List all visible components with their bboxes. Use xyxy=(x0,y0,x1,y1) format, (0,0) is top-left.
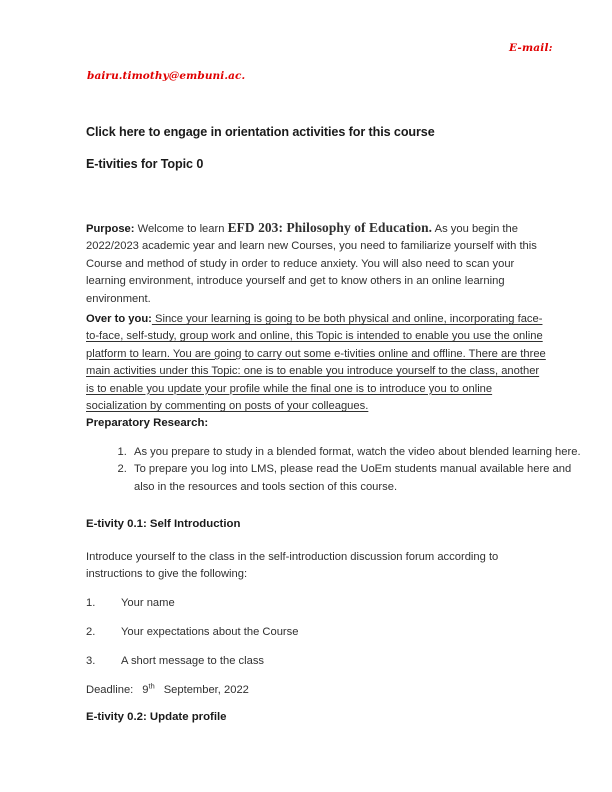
list-item-number: 1. xyxy=(86,597,96,609)
preparatory-research-list xyxy=(86,444,592,496)
purpose-label: Purpose: xyxy=(86,223,135,235)
preparatory-research-label: Preparatory Research: xyxy=(86,417,209,429)
purpose-lead-in: Welcome to learn xyxy=(134,223,228,235)
list-item-label: A short message to the class xyxy=(121,655,265,667)
email-label: E-mail: xyxy=(509,42,553,54)
deadline-month-year: September, 2022 xyxy=(163,684,249,696)
over-to-you-label: Over to you: xyxy=(86,313,152,325)
purpose-paragraph xyxy=(86,219,548,308)
list-item-label: Your expectations about the Course xyxy=(121,626,299,638)
over-to-you-body: Since your learning is going to be both physical and online, incorporating face-to-face, self-study, group work and online, this Topic is intended to enable you use the online platform to learn. You are going to carry out some e-tivities online and offline. There are three main activities under this Topic: one is to enable you introduce yourself to the class, another is to enable you update your profile while the final one is to introduce you to online socialization by commenting on posts of your colleagues. xyxy=(86,313,546,413)
list-item-number: 2. xyxy=(86,626,96,638)
over-to-you-paragraph xyxy=(86,311,548,415)
list-item xyxy=(86,653,548,670)
deadline-label: Deadline: xyxy=(86,684,134,696)
list-item: 1. As you prepare to study in a blended format, watch the video about blended learning here. xyxy=(130,444,592,461)
deadline-ordinal-suffix: th xyxy=(148,681,155,691)
course-code-title: EFD 203: Philosophy of Education. xyxy=(227,220,433,235)
list-item: 2. To prepare you log into LMS, please read the UoEm students manual available here and also in the resources and tools section of this course. xyxy=(130,461,592,496)
etivity-02-label: E-tivity 0.2: Update profile xyxy=(86,711,227,723)
list-item-label: Your name xyxy=(121,597,175,609)
deadline-line xyxy=(86,682,249,699)
etivity-01-label: E-tivity 0.1: Self Introduction xyxy=(86,518,241,530)
page-title: E-tivities for Topic 0 xyxy=(86,157,204,171)
list-item xyxy=(86,595,548,612)
list-item xyxy=(86,624,548,641)
etivity-01-intro: Introduce yourself to the class in the self-introduction discussion forum according to instructions to give the following: xyxy=(86,551,499,581)
list-item-number: 3. xyxy=(86,655,96,667)
purpose-body: As you begin the 2022/2023 academic year and learn new Courses, you need to familiarize yourself with this Course and method of study in order to reduce anxiety. You will also need to scan your learning environment, introduce yourself and get to know others in an online learning environment. xyxy=(86,223,537,305)
orientation-activities-heading[interactable]: Click here to engage in orientation activities for this course xyxy=(86,125,435,139)
deadline-day: 9 xyxy=(142,684,149,696)
email-address: bairu.timothy@embuni.ac. xyxy=(87,70,246,82)
